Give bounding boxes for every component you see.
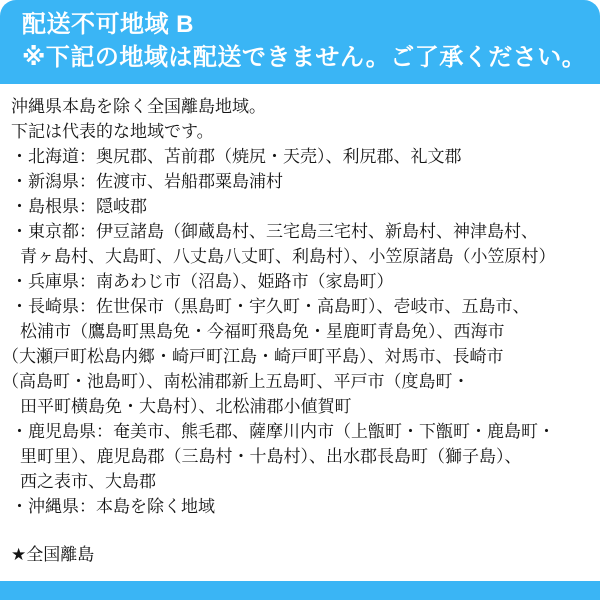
region-line-kagoshima-cont: 里町里）、鹿児島郡（三島村・十島村）、出水郡長島町（獅子島）、 [20,447,522,466]
region-line-okinawa: ・沖縄県：本島を除く地域 [11,497,215,516]
region-line-nagasaki-cont: （高島町・池島町）、南松浦郡新上五島町、平戸市（度島町・ [2,372,470,391]
intro-line: 下記は代表的な地域です。 [11,122,214,141]
region-line-nagasaki-cont: （大瀬戸町松島内郷・崎戸町江島・崎戸町平島）、対馬市、長崎市 [2,347,504,366]
footer-bar [0,581,600,600]
region-line-hokkaido: ・北海道：奥尻郡、苫前郡（焼尻・天売）、利尻郡、礼文郡 [11,147,462,166]
region-line-nagasaki: ・長崎県：佐世保市（黒島町・宇久町・高島町）、壱岐市、五島市、 [11,297,530,316]
region-line-tokyo: ・東京都：伊豆諸島（御蔵島村、三宅島三宅村、新島村、神津島村、 [11,222,538,241]
region-line-niigata: ・新潟県：佐渡市、岩船郡粟島浦村 [11,172,283,191]
star-icon: ★ [11,545,27,564]
region-line-shimane: ・島根県：隠岐郡 [11,197,147,216]
intro-line: 沖縄県本島を除く全国離島地域。 [11,97,266,116]
footnote [11,542,592,567]
region-line-kagoshima: ・鹿児島県：奄美市、熊毛郡、薩摩川内市（上甑町・下甑町・鹿島町・ [11,422,555,441]
region-line-nagasaki-cont: 松浦市（鷹島町黒島免・今福町飛島免・星鹿町青島免）、西海市 [20,322,505,341]
header-banner [0,0,600,84]
region-line-tokyo-cont: 青ヶ島村、大島町、八丈島八丈町、利島村）、小笠原諸島（小笠原村） [20,247,556,266]
region-line-hyogo: ・兵庫県：南あわじ市（沼島）、姫路市（家島町） [11,272,394,291]
region-line-kagoshima-cont: 西之表市、大島郡 [20,472,156,491]
footnote-label: 全国離島 [26,545,95,564]
region-line-nagasaki-cont: 田平町横島免・大島村）、北松浦郡小値賀町 [20,397,352,416]
page-title: 配送不可地域 B [22,11,194,38]
region-list [0,84,600,567]
page-subtitle: ※下記の地域は配送できません。ご了承ください。 [22,44,587,71]
